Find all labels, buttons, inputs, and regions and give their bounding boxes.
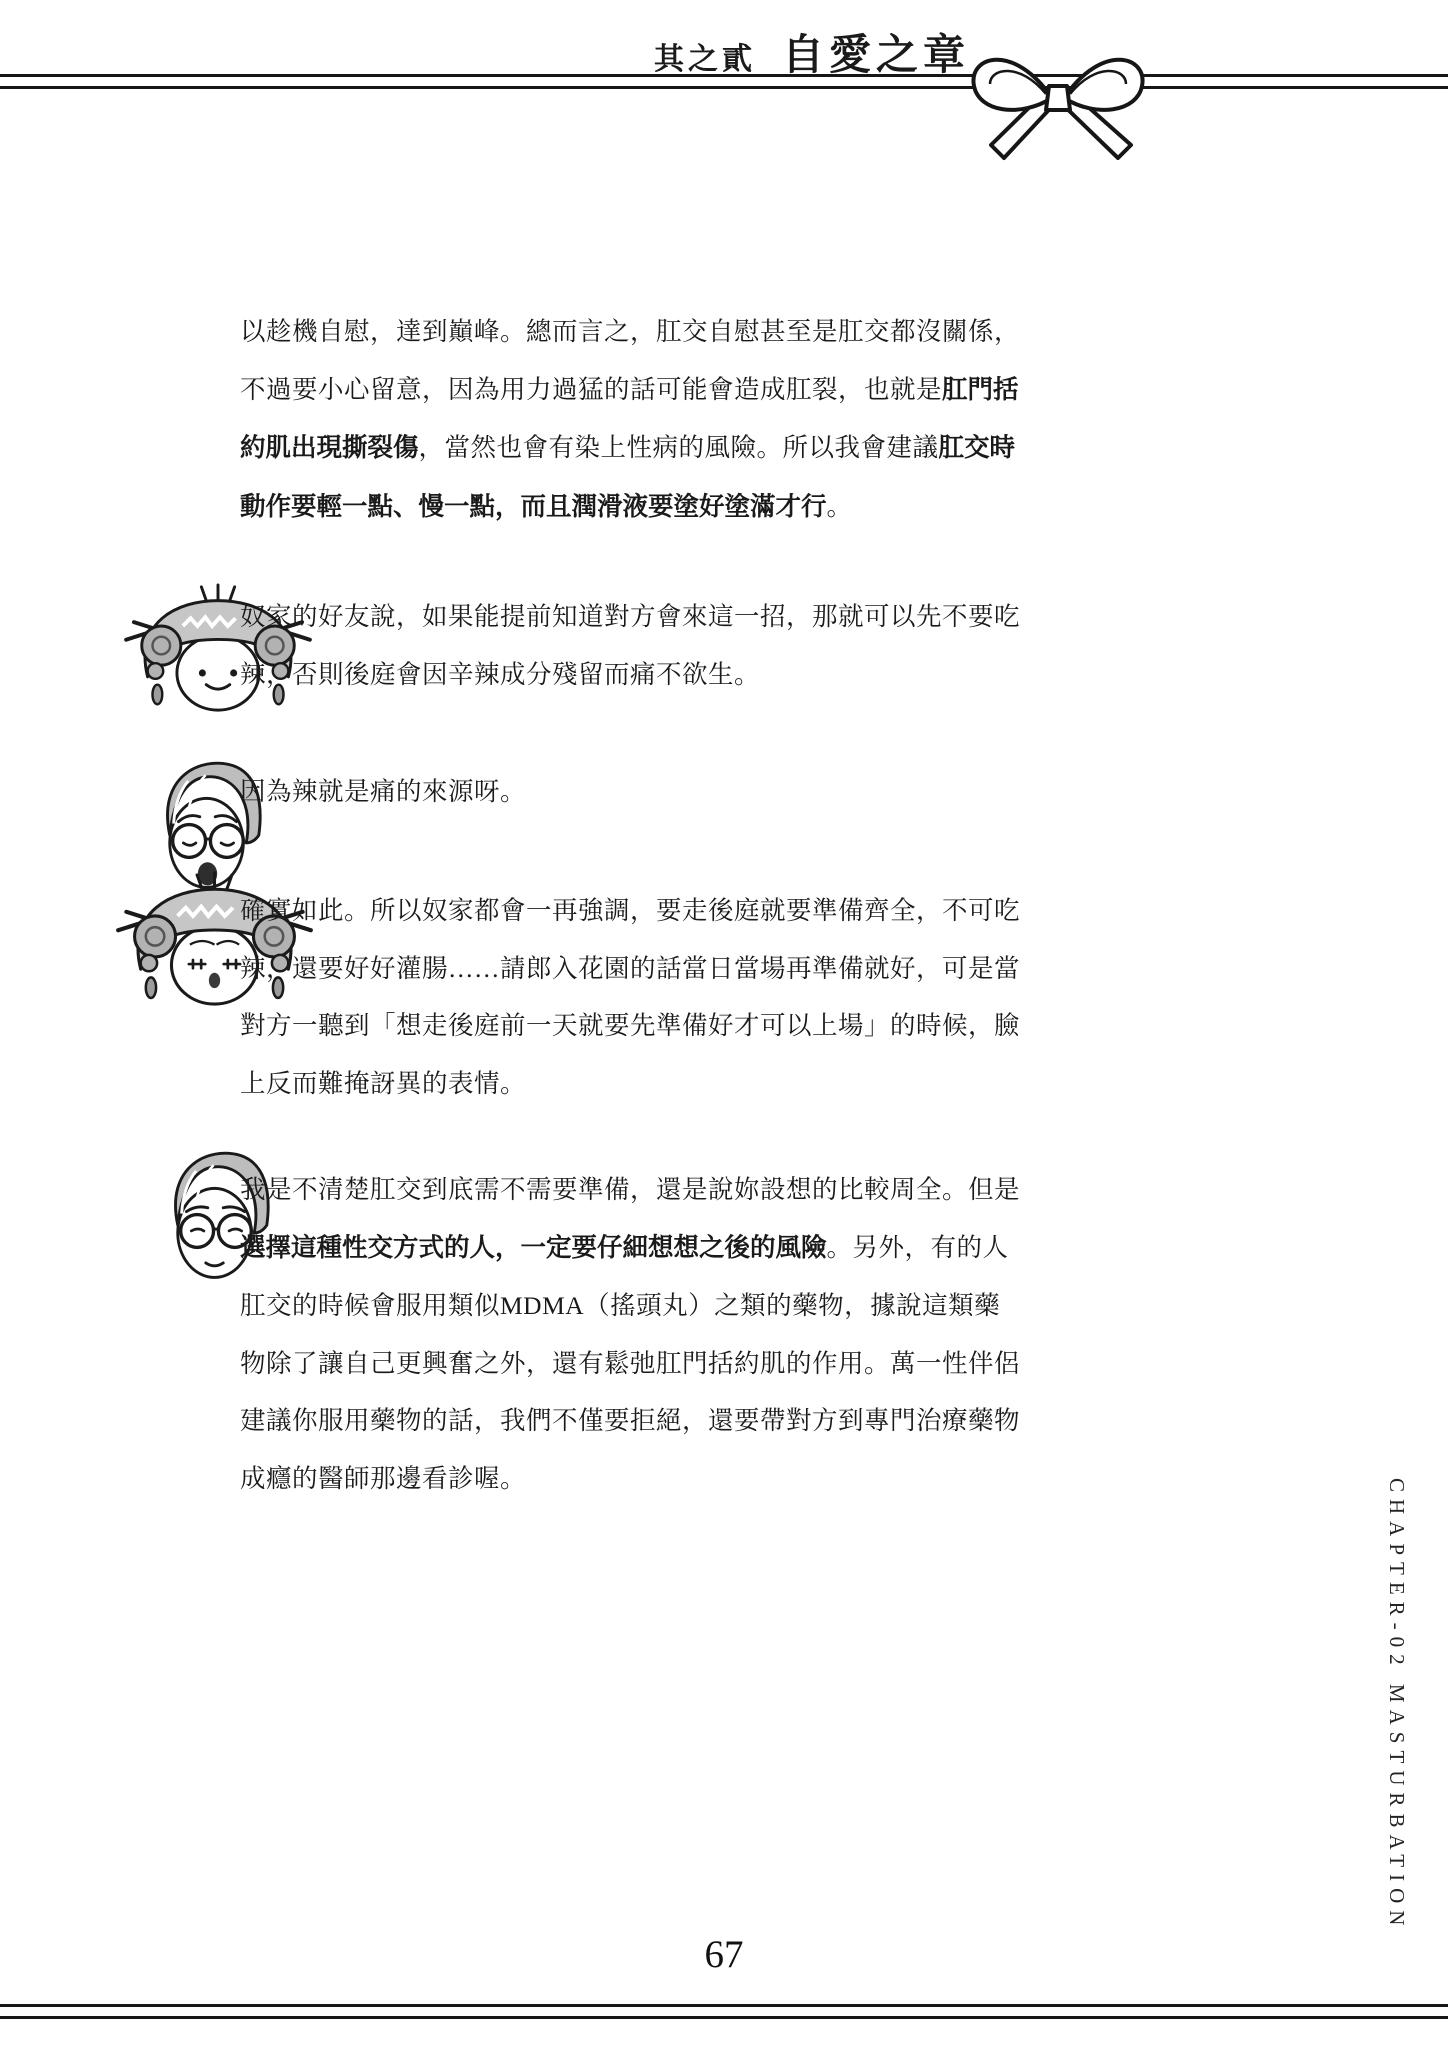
text-line: 不過要小心留意，因為用力過猛的話可能會造成肛裂，也就是肛門括 — [240, 374, 1019, 404]
chapter-title: 自愛之章 — [781, 31, 970, 78]
text-line: 辣，還要好好灌腸……請郎入花園的話當日當場再準備就好，可是當 — [240, 953, 1021, 983]
ribbon-bow-icon — [960, 26, 1156, 164]
text-line: 動作要輕一點、慢一點，而且潤滑液要塗好塗滿才行。 — [240, 491, 853, 521]
text-line: 物除了讓自己更興奮之外，還有鬆弛肛門括約肌的作用。萬一性伴侶 — [240, 1348, 1021, 1378]
page-number: 67 — [704, 1933, 744, 1976]
dialogue-2-text — [240, 763, 526, 821]
chapter-header — [654, 22, 970, 82]
text-line: 以趁機自慰，達到巔峰。總而言之，肛交自慰甚至是肛交都沒關係， — [240, 317, 1021, 346]
chapter-side-label: CHAPTER-02 MASTURBATION — [1385, 1478, 1409, 1933]
dialogue-1-text — [240, 588, 1020, 703]
text-line: 奴家的好友說，如果能提前知道對方會來這一招，那就可以先不要吃 — [240, 602, 1021, 631]
text-line: 我是不清楚肛交到底需不需要準備，還是說妳設想的比較周全。但是 — [240, 1175, 1021, 1204]
text-line: 肛交的時候會服用類似MDMA（搖頭丸）之類的藥物，據說這類藥 — [240, 1291, 1001, 1320]
intro-paragraph — [240, 303, 1020, 536]
top-double-rule — [0, 74, 1448, 89]
text-line: 對方一聽到「想走後庭前一天就要先準備好才可以上場」的時候，臉 — [240, 1011, 1021, 1040]
text-line: 建議你服用藥物的話，我們不僅要拒絕，還要帶對方到專門治療藥物 — [240, 1406, 1021, 1435]
text-line: 上反而難掩訝異的表情。 — [240, 1068, 527, 1098]
text-line: 成癮的醫師那邊看診喔。 — [240, 1463, 527, 1493]
text-line: 確實如此。所以奴家都會一再強調，要走後庭就要準備齊全，不可吃 — [240, 896, 1021, 925]
section-label: 其之貳 — [653, 43, 756, 76]
dialogue-3-text — [240, 882, 1020, 1112]
text-line: 選擇這種性交方式的人，一定要仔細想想之後的風險。另外，有的人 — [240, 1232, 1009, 1262]
text-line: 因為辣就是痛的來源呀。 — [240, 777, 527, 806]
dialogue-4-text — [240, 1161, 1020, 1507]
bottom-double-rule — [0, 2004, 1448, 2019]
text-line: 約肌出現撕裂傷，當然也會有染上性病的風險。所以我會建議肛交時 — [240, 433, 1016, 462]
text-line: 辣，否則後庭會因辛辣成分殘留而痛不欲生。 — [240, 659, 761, 689]
